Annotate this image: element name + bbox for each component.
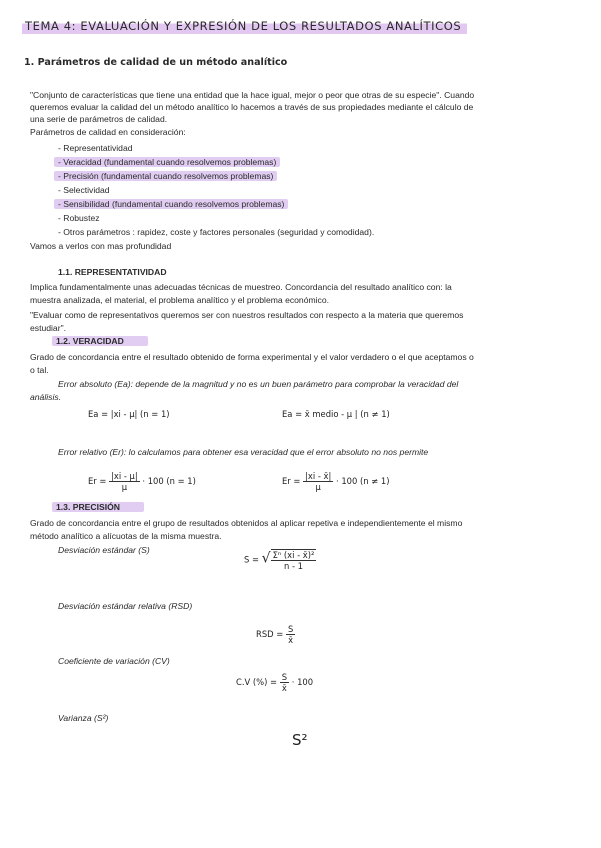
- rep-line: Implica fundamentalmente unas adecuadas técnicas de muestreo. Concordancia del resultado analítico con: la: [30, 282, 452, 292]
- ea-formula-single: Ea = |xi - μ| (n = 1): [88, 409, 170, 419]
- param-item-highlighted: - Veracidad (fundamental cuando resolvemos problemas): [54, 157, 280, 167]
- rep-line: estudiar".: [30, 323, 67, 333]
- param-item: - Representatividad: [58, 143, 133, 153]
- param-item: - Robustez: [58, 213, 100, 223]
- outro-text: Vamos a verlos con mas profundidad: [30, 241, 172, 251]
- sd-formula: S = √ $\frac{\text{Σⁿ (xi - x̄)²}}{n - 1}$: [244, 550, 315, 571]
- prec-line: Grado de concordancia entre el grupo de resultados obtenidos al aplicar repetiva e independientemente el mismo: [30, 518, 463, 528]
- ver-line: o tal.: [30, 365, 49, 375]
- variance-formula: S²: [292, 731, 308, 749]
- rep-line: "Evaluar como de representativos queremos ser con nuestros resultados con respecto a la materia que queremos: [30, 310, 464, 320]
- param-item-highlighted: - Sensibilidad (fundamental cuando resolvemos problemas): [54, 199, 288, 209]
- param-item: - Otros parámetros : rapidez, coste y factores personales (seguridad y comodidad).: [58, 227, 375, 237]
- intro-line-4: Parámetros de calidad en consideración:: [30, 127, 186, 137]
- rsd-formula: RSD = $\frac{S}{x̄}$: [256, 624, 294, 645]
- er-formula-multiple: Er = $\frac{|xi - x̄|}{\mu}$ · 100 (n ≠ 1): [282, 471, 390, 492]
- rsd-label: Desviación estándar relativa (RSD): [58, 601, 193, 611]
- er-formula-single: Er = $\frac{|xi - \mu|}{\mu}$ · 100 (n = 1): [88, 471, 196, 492]
- subheading-representatividad: 1.1. REPRESENTATIVIDAD: [58, 267, 167, 277]
- ea-definition: análisis.: [30, 392, 62, 402]
- intro-line-1: "Conjunto de características que tiene una entidad que la hace igual, mejor o peor que otras de su especie". Cuando: [30, 90, 475, 100]
- prec-line: método analítico a alícuotas de la misma muestra.: [30, 531, 222, 541]
- ea-definition: Error absoluto (Ea): depende de la magnitud y no es un buen parámetro para comprobar la veracidad del: [58, 379, 459, 389]
- ea-formula-multiple: Ea = x̄ medio - μ | (n ≠ 1): [282, 409, 390, 419]
- section-heading: 1. Parámetros de calidad de un método analítico: [24, 57, 288, 68]
- sd-label: Desviación estándar (S): [58, 545, 150, 555]
- subheading-precision: 1.3. PRECISIÓN: [52, 502, 144, 512]
- cv-formula: C.V (%) = $\frac{S}{x̄}$ · 100: [236, 672, 314, 693]
- param-item-highlighted: - Precisión (fundamental cuando resolvemos problemas): [54, 171, 277, 181]
- intro-line-3: una serie de parámetros de calidad.: [30, 114, 168, 124]
- subheading-veracidad: 1.2. VERACIDAD: [52, 336, 148, 346]
- er-definition: Error relativo (Er): lo calculamos para obtener esa veracidad que el error absoluto no nos permite: [58, 447, 429, 457]
- intro-line-2: queremos evaluar la calidad del un método analítico lo hacemos a través de sus propiedades mediante el cálculo de: [30, 102, 474, 112]
- variance-label: Varianza (S²): [58, 713, 109, 723]
- ver-line: Grado de concordancia entre el resultado obtenido de forma experimental y el valor verdadero o el que aceptamos o: [30, 352, 474, 362]
- cv-label: Coeficiente de variación (CV): [58, 656, 170, 666]
- page-title: TEMA 4: EVALUACIÓN Y EXPRESIÓN DE LOS RESULTADOS ANALÍTICOS: [22, 17, 467, 36]
- rep-line: muestra analizada, el material, el problema analítico y el problema económico.: [30, 295, 330, 305]
- param-item: - Selectividad: [58, 185, 110, 195]
